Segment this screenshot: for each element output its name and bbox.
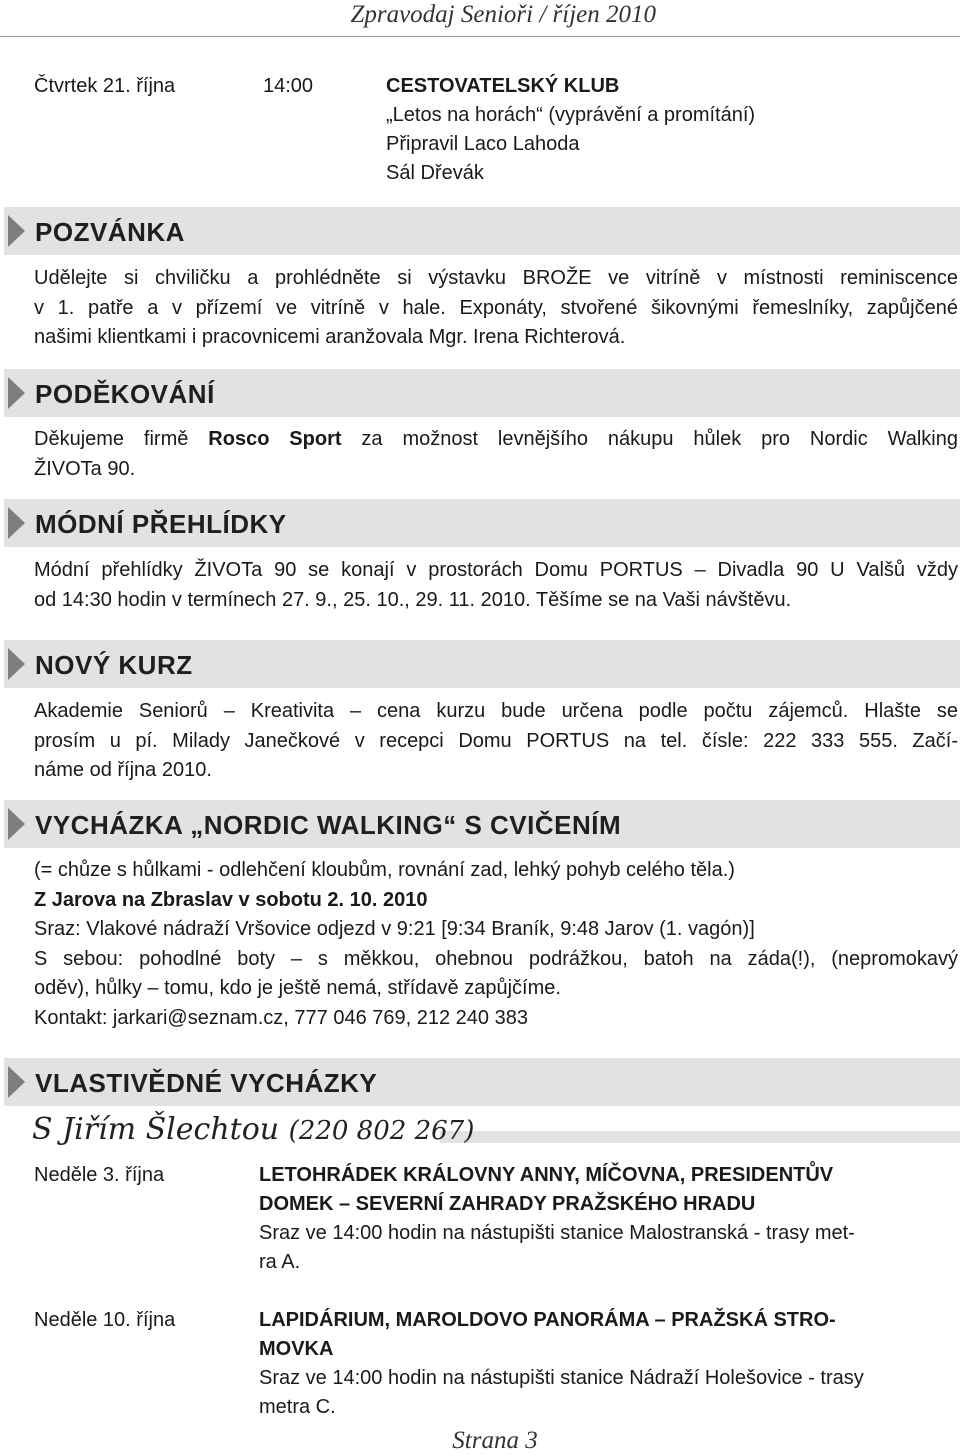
section-title: VLASTIVĚDNÉ VYCHÁZKY xyxy=(35,1068,378,1098)
arrow-icon xyxy=(8,215,25,247)
text-line: ŽIVOTa 90. xyxy=(34,457,136,480)
section-title: PODĚKOVÁNÍ xyxy=(35,379,215,409)
walk-item-date: Neděle 10. října xyxy=(34,1309,176,1331)
page-number: Strana 3 xyxy=(452,1427,538,1454)
section-header-podekovani xyxy=(4,369,960,417)
walk-item-title: LETOHRÁDEK KRÁLOVNY ANNY, MÍČOVNA, PRESIDENTŮV xyxy=(259,1164,834,1186)
podekovani-text xyxy=(34,425,958,484)
text-line: oděv), hůlky – tomu, kdo je ještě nemá, střídavě zapůjčíme. xyxy=(34,977,561,999)
text-line: náme od října 2010. xyxy=(34,759,212,781)
guide-name-text: S Jiřím Šlechtou xyxy=(32,1112,280,1147)
arrow-icon xyxy=(8,648,25,680)
newsletter-title: Zpravodaj Senioři / říjen 2010 xyxy=(350,1,656,28)
text-line: Sraz: Vlakové nádraží Vršovice odjezd v 9:21 [9:34 Braník, 9:48 Jarov (1. vagón)] xyxy=(34,918,755,940)
text-line: Módní přehlídky ŽIVOTa 90 se konají v prostorách Domu PORTUS – Divadla 90 U Valšů vždy xyxy=(34,559,958,581)
event-title: CESTOVATELSKÝ KLUB xyxy=(386,75,620,97)
text-line: Akademie Seniorů – Kreativita – cena kurzu bude určena podle počtu zájemců. Hlašte se xyxy=(34,700,958,722)
walk-item-desc: metra C. xyxy=(259,1396,336,1418)
section-header-pozvanka xyxy=(4,207,960,255)
event-date: Čtvrtek 21. října xyxy=(34,75,176,97)
section-header-novy-kurz xyxy=(4,640,960,688)
page-header xyxy=(0,0,960,37)
walk-item-title: DOMEK – SEVERNÍ ZAHRADY PRAŽSKÉHO HRADU xyxy=(259,1193,756,1215)
section-title: VYCHÁZKA „NORDIC WALKING“ S CVIČENÍM xyxy=(35,810,622,840)
modni-text xyxy=(34,556,958,615)
section-header-vlastivedne xyxy=(4,1058,960,1106)
text-span: za možnost levnějšího nákupu hůlek pro Nordic Walking xyxy=(341,428,958,450)
text-line: prosím u pí. Milady Janečkové v recepci Domu PORTUS na tel. čísle: 222 333 555. Začí- xyxy=(34,729,958,752)
pozvanka-text xyxy=(34,264,958,353)
text-line: (= chůze s hůlkami - odlehčení kloubům, rovnání zad, lehký pohyb celého těla.) xyxy=(34,859,735,881)
arrow-icon xyxy=(8,1066,25,1098)
section-title: MÓDNÍ PŘEHLÍDKY xyxy=(35,509,287,539)
section-title: POZVÁNKA xyxy=(35,217,185,247)
text-line: našimi klientkami i pracovnicemi aranžovala Mgr. Irena Richterová. xyxy=(34,326,626,348)
text-span: Děkujeme firmě xyxy=(34,428,209,450)
walk-item-desc: Sraz ve 14:00 hodin na nástupišti stanice Malostranská - trasy met- xyxy=(259,1222,855,1244)
text-line: od 14:30 hodin v termínech 27. 9., 25. 10., 29. 11. 2010. Těšíme se na Vaši návštěvu. xyxy=(34,588,792,611)
section-header-vychazka xyxy=(4,800,960,848)
event-line: „Letos na horách“ (vyprávění a promítání) xyxy=(386,104,756,126)
section-title: NOVÝ KURZ xyxy=(35,650,193,680)
section-header-modni-prehlidky xyxy=(4,499,960,547)
sponsor-name: Rosco Sport xyxy=(208,428,342,450)
event-line: Sál Dřevák xyxy=(386,162,484,184)
guide-rule xyxy=(440,1131,960,1143)
vychazka-text xyxy=(34,856,958,1033)
walk-item-date: Neděle 3. října xyxy=(34,1164,165,1186)
walk-item-title: MOVKA xyxy=(259,1338,334,1360)
guide-phone: (220 802 267) xyxy=(288,1116,475,1146)
text-line: S sebou: pohodlné boty – s měkkou, ohebnou podrážkou, batoh na záda(!), (nepromokavý xyxy=(34,947,958,970)
walk-item-title: LAPIDÁRIUM, MAROLDOVO PANORÁMA – PRAŽSKÁ STRO- xyxy=(259,1309,836,1331)
contact-line: Kontakt: jarkari@seznam.cz, 777 046 769, 212 240 383 xyxy=(34,1006,528,1029)
guide-name xyxy=(32,1112,474,1147)
event-time: 14:00 xyxy=(263,75,314,97)
kurz-text xyxy=(34,697,958,786)
text-line: v 1. patře a v přízemí ve vitríně v hale. Exponáty, stvořené šikovnými řemeslníky, zapůjčené xyxy=(34,296,958,319)
event-line: Připravil Laco Lahoda xyxy=(386,133,580,155)
walk-date: Z Jarova na Zbraslav v sobotu 2. 10. 2010 xyxy=(34,888,428,911)
arrow-icon xyxy=(8,377,25,409)
walk-item-desc: ra A. xyxy=(259,1251,301,1273)
arrow-icon xyxy=(8,808,25,840)
text-line xyxy=(34,425,958,455)
walk-item-desc: Sraz ve 14:00 hodin na nástupišti stanice Nádraží Holešovice - trasy xyxy=(259,1367,864,1389)
arrow-icon xyxy=(8,507,25,539)
text-line: Udělejte si chviličku a prohlédněte si výstavku BROŽE ve vitríně v místnosti reminiscence xyxy=(34,267,958,289)
